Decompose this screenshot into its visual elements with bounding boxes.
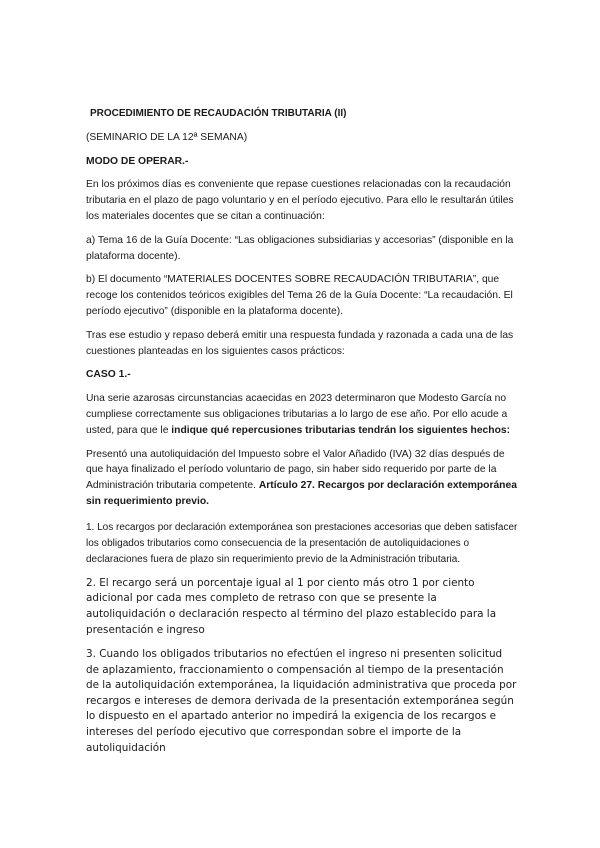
hecho-text: Presentó una autoliquidación del Impuesto sobre el Valor Añadido (IVA) 32 días después de que haya finalizado el período voluntario de pago, sin haber sido requerido por parte de la Administración tributaria competente. xyxy=(86,448,505,492)
material-item-b: b) El documento “MATERIALES DOCENTES SOBRE RECAUDACIÓN TRIBUTARIA”, que recoge los contenidos teóricos exigibles del Tema 26 de la Guía Docente: “La recaudación. El período ejecutivo” (disponible en la plataforma docente). xyxy=(86,274,513,317)
document-title: PROCEDIMIENTO DE RECAUDACIÓN TRIBUTARIA (II) xyxy=(90,108,347,119)
document-body xyxy=(86,106,518,765)
instructions-paragraph: Tras ese estudio y repaso deberá emitir una respuesta fundada y razonada a cada una de las cuestiones planteadas en los siguientes casos prácticos: xyxy=(86,329,514,357)
caso-text: Una serie azarosas circunstancias acaecidas en 2023 determinaron que Modesto García no cumpliese correctamente sus obligaciones tributarias a lo largo de ese año. Por ello acude a usted, para que le xyxy=(86,393,508,436)
material-item-a: a) Tema 16 de la Guía Docente: “Las obligaciones subsidiarias y accesorias” (disponible en la plataforma docente). xyxy=(86,234,514,262)
modo-heading: MODO DE OPERAR.- xyxy=(86,155,189,167)
caso-heading: CASO 1.- xyxy=(86,369,131,381)
document-subtitle: (SEMINARIO DE LA 12ª SEMANA) xyxy=(86,131,248,143)
caso-question: indique qué repercusiones tributarias tendrán los siguientes hechos: xyxy=(171,424,511,436)
intro-paragraph: En los próximos días es conveniente que repase cuestiones relacionadas con la recaudación tributaria en el plazo de pago voluntario y en el período ejecutivo. Para ello le resultarán útiles los materiales docentes que se citan a continuación: xyxy=(86,179,514,222)
articulo-heading: Artículo 27. Recargos por declaración extemporánea sin requerimiento previo. xyxy=(86,480,517,507)
articulo-point-3: 3. Cuando los obligados tributarios no efectúen el ingreso ni presenten solicitud de aplazamiento, fraccionamiento o compensación al tiempo de la presentación de la autoliquidación extemporánea, la liquidación administrativa que proceda por recargos e intereses de demora derivada de la presentación extemporánea según lo dispuesto en el apartado anterior no impedirá la exigencia de los recargos e intereses del período ejecutivo que correspondan sobre el importe de la autoliquidación xyxy=(86,648,517,754)
hecho-paragraph xyxy=(86,447,518,510)
articulo-point-1: 1. Los recargos por declaración extemporánea son prestaciones accesorias que deben satisfacer los obligados tributarios como consecuencia de la presentación de autoliquidaciones o declaraciones fuera de plazo sin requerimiento previo de la Administración tributaria. xyxy=(86,521,518,565)
caso-paragraph xyxy=(86,391,518,438)
articulo-point-2: 2. El recargo será un porcentaje igual al 1 por ciento más otro 1 por ciento adicional por cada mes completo de retraso con que se presente la autoliquidación o declaración respecto al término del plazo establecido para la presentación e ingreso xyxy=(86,576,497,636)
